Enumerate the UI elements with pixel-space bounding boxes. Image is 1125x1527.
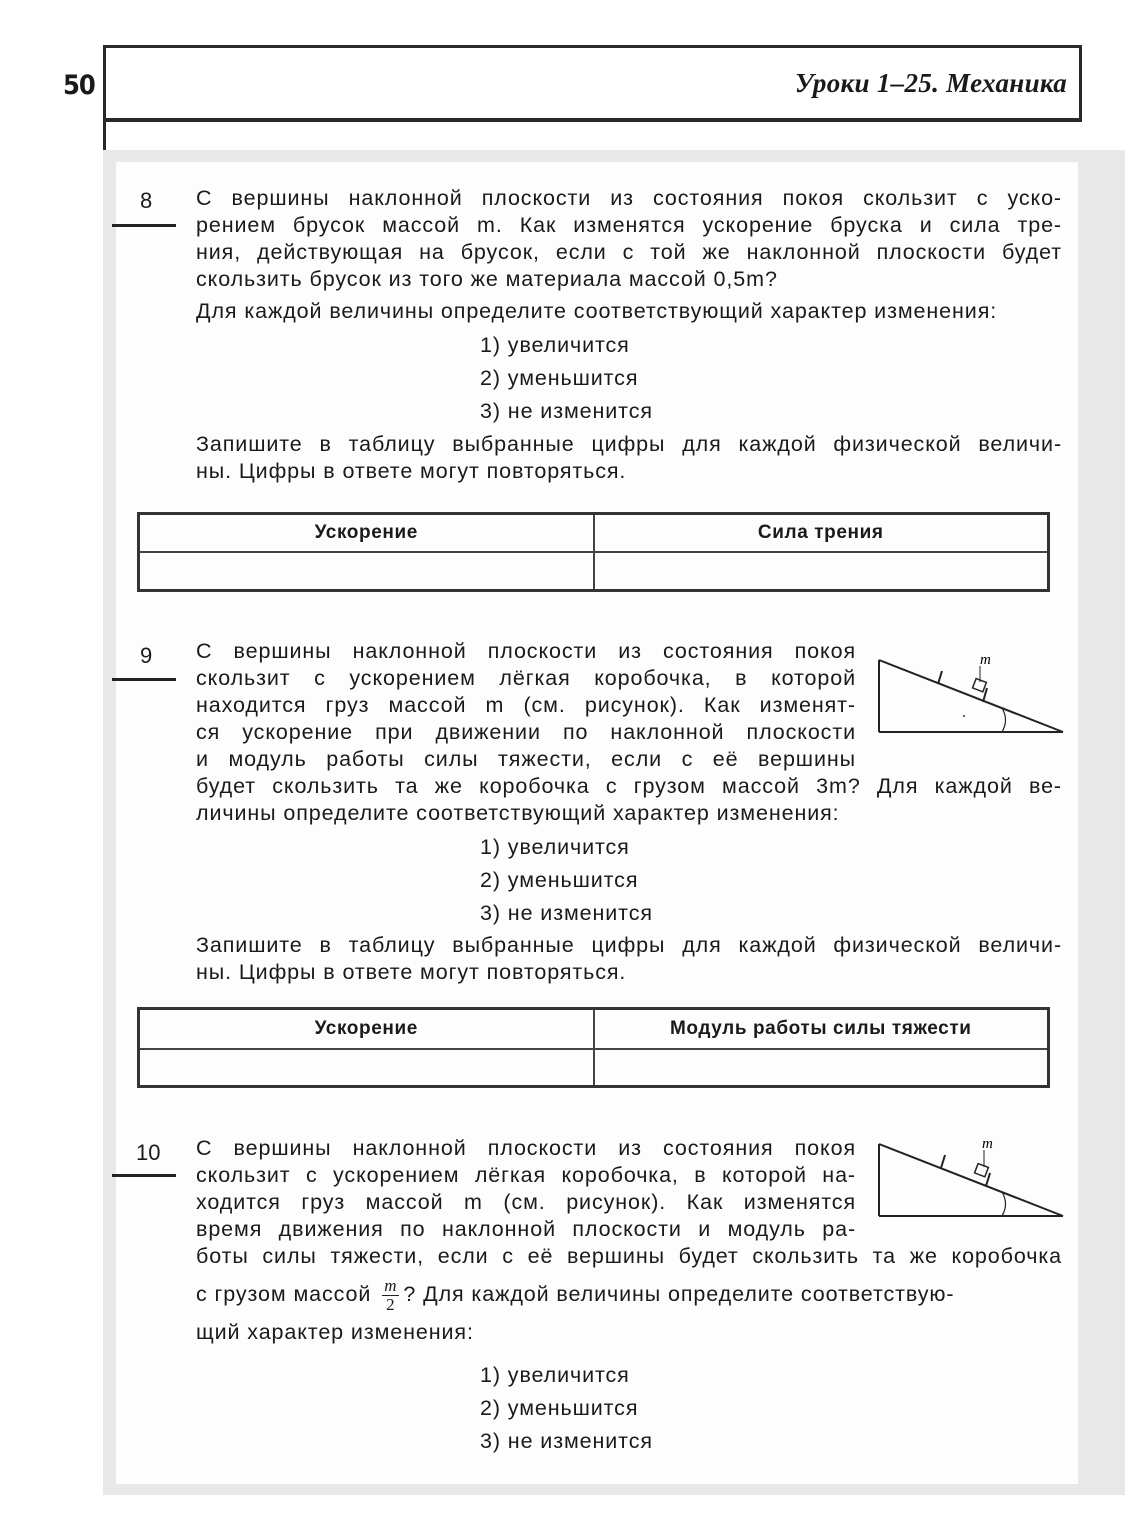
task-8-rule: [112, 224, 176, 227]
task-9-option-1: 1) увеличится: [480, 835, 630, 859]
task-9-answer-table: [137, 1007, 1050, 1088]
task-10-figure-label: m: [982, 1136, 993, 1152]
task-9-table-header: Модуль работы силы тяжести: [594, 1009, 1049, 1049]
task-9-number: 9: [140, 643, 153, 668]
header-title: Уроки 1–25. Механика: [794, 68, 1067, 98]
task-10-text: [196, 1135, 856, 1243]
page-header: [103, 45, 1082, 122]
task-10-text-cont: [196, 1243, 1062, 1270]
task-8-answer-table: [137, 512, 1050, 592]
task-8-instruction: Для каждой величины определите соответствующий характер изменения:: [196, 299, 998, 323]
task-10-fraction-line: [196, 1277, 954, 1314]
task-9-line: будет скользить та же коробочка с грузом массой 3m? Для каждой ве-: [196, 774, 1062, 798]
task-9-table-header: Ускорение: [139, 1009, 594, 1049]
task-9-answer-cell[interactable]: [594, 1049, 1049, 1087]
task-10-line: ходится груз массой m (см. рисунок). Как изменятся: [196, 1190, 856, 1214]
task-9-note-line: Запишите в таблицу выбранные цифры для каждой физической величи-: [196, 933, 1062, 957]
fraction-denominator: 2: [386, 1295, 396, 1314]
task-10-line: скользит с ускорением лёгкая коробочка, в которой на-: [196, 1163, 856, 1187]
task-8-line: С вершины наклонной плоскости из состояния покоя скользит с уско-: [196, 186, 1062, 210]
task-8-line: рением брусок массой m. Как изменятся ускорение бруска и сила тре-: [196, 213, 1062, 237]
task-9-line: С вершины наклонной плоскости из состояния покоя: [196, 639, 856, 663]
task-9-line: и модуль работы силы тяжести, если с её вершины: [196, 747, 856, 771]
task-10-option-3: 3) не изменится: [480, 1429, 653, 1453]
task-10-option-2: 2) уменьшится: [480, 1396, 639, 1420]
task-10-line: время движения по наклонной плоскости и модуль ра-: [196, 1217, 856, 1241]
task-8-number: 8: [140, 188, 153, 213]
task-10-rule: [112, 1174, 176, 1177]
task-8-table-note: [196, 431, 1062, 485]
task-8-table-header: Сила трения: [594, 514, 1049, 552]
task-9-table-note: [196, 932, 1062, 986]
task-8-note-line: ны. Цифры в ответе могут повторяться.: [196, 459, 627, 483]
task-8-answer-cell[interactable]: [139, 552, 594, 591]
task-9-line: ся ускорение при движении по наклонной плоскости: [196, 720, 856, 744]
task-9-line: личины определите соответствующий характер изменения:: [196, 801, 840, 825]
task-9-text-cont: [196, 773, 1062, 827]
task-10-last-line: щий характер изменения:: [196, 1320, 474, 1344]
task-10-frac-before: с грузом массой: [196, 1282, 372, 1307]
task-9-figure-label: m: [980, 652, 991, 668]
task-9-option-2: 2) уменьшится: [480, 868, 639, 892]
task-10-number: 10: [136, 1140, 161, 1165]
task-8-option-1: 1) увеличится: [480, 333, 630, 357]
task-9-answer-cell[interactable]: [139, 1049, 594, 1087]
task-9-text: [196, 638, 856, 773]
fraction-numerator: m: [384, 1276, 398, 1295]
task-9-option-3: 3) не изменится: [480, 901, 653, 925]
task-10-frac-after: ? Для каждой величины определите соответствую-: [403, 1282, 955, 1307]
task-9-line: находится груз массой m (см. рисунок). Как изменят-: [196, 693, 856, 717]
task-8-option-2: 2) уменьшится: [480, 366, 639, 390]
task-10-fraction: [382, 1277, 399, 1314]
task-9-line: скользит с ускорением лёгкая коробочка, в которой: [196, 666, 856, 690]
page-number: 50: [63, 70, 95, 101]
task-8-note-line: Запишите в таблицу выбранные цифры для каждой физической величи-: [196, 432, 1062, 456]
task-8-table-header: Ускорение: [139, 514, 594, 552]
task-9-rule: [112, 678, 176, 681]
task-10-option-1: 1) увеличится: [480, 1363, 630, 1387]
task-10-incline-figure: [876, 1136, 1066, 1224]
task-10-line: С вершины наклонной плоскости из состояния покоя: [196, 1136, 856, 1160]
task-9-note-line: ны. Цифры в ответе могут повторяться.: [196, 960, 627, 984]
task-8-answer-cell[interactable]: [594, 552, 1049, 591]
task-9-incline-figure: [876, 650, 1066, 740]
task-8-line: скользить брусок из того же материала массой 0,5m?: [196, 267, 778, 291]
task-8-line: ния, действующая на брусок, если с той же наклонной плоскости будет: [196, 240, 1062, 264]
task-8-text: [196, 185, 1062, 293]
task-10-line: боты силы тяжести, если с её вершины будет скользить та же коробочка: [196, 1244, 1062, 1268]
header-left-rule: [103, 120, 106, 152]
task-8-option-3: 3) не изменится: [480, 399, 653, 423]
